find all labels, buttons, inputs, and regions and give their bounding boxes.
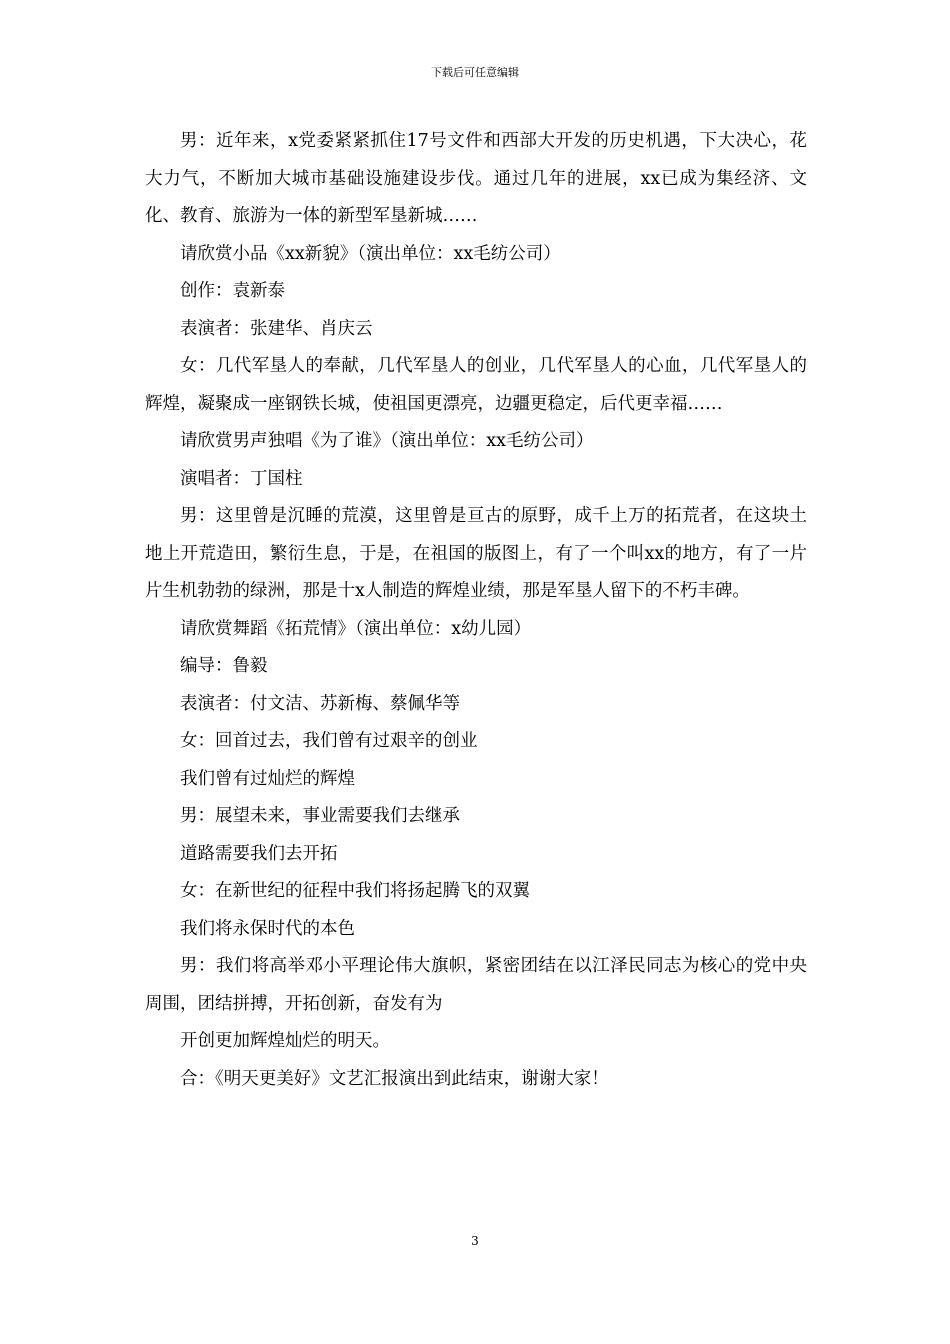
paragraph-closing: 合：《明天更美好》文艺汇报演出到此结束，谢谢大家！ bbox=[180, 1068, 609, 1089]
paragraph-era: 我们将永保时代的本色 bbox=[180, 918, 355, 939]
paragraph-female-dedication: 女：几代军垦人的奉献，几代军垦人的创业，几代军垦人的心血，几代军垦人的辉煌，凝聚成一座钢铁长城，使祖国更漂亮，边疆更稳定，后代更幸福…… bbox=[145, 356, 807, 414]
page-header: 下载后可任意编辑 bbox=[431, 66, 519, 79]
paragraph-sketch-title: 请欣赏小品《xx新貌》（演出单位：xx毛纺公司） bbox=[180, 243, 561, 264]
paragraph-male-intro: 男：近年来，x党委紧紧抓住17号文件和西部大开发的历史机遇，下大决心，花大力气，不断加大城市基础设施建设步伐。通过几年的进展，xx已成为集经济、文化、教育、旅游为一体的新型军垦新城…… bbox=[145, 131, 807, 226]
paragraph-female-look-back: 女：回首过去，我们曾有过艰辛的创业 bbox=[180, 731, 478, 751]
paragraph-dance-director: 编导：鲁毅 bbox=[180, 656, 268, 676]
paragraph-tomorrow: 开创更加辉煌灿烂的明天。 bbox=[180, 1031, 390, 1051]
paragraph-sketch-author: 创作：袁新泰 bbox=[180, 281, 285, 301]
paragraph-male-future: 男：展望未来，事业需要我们去继承 bbox=[180, 806, 460, 826]
paragraph-solo-singer: 演唱者：丁国柱 bbox=[180, 468, 303, 489]
document-body bbox=[145, 123, 807, 1098]
paragraph-sketch-performers: 表演者：张建华、肖庆云 bbox=[180, 318, 373, 339]
paragraph-dance-title: 请欣赏舞蹈《拓荒情》（演出单位：x幼儿园） bbox=[180, 618, 532, 639]
page-number: 3 bbox=[471, 1234, 479, 1248]
paragraph-male-banner: 男：我们将高举邓小平理论伟大旗帜，紧密团结在以江泽民同志为核心的党中央周围，团结拼搏，开拓创新，奋发有为 bbox=[145, 956, 807, 1014]
paragraph-brilliance: 我们曾有过灿烂的辉煌 bbox=[180, 768, 355, 789]
paragraph-road: 道路需要我们去开拓 bbox=[180, 843, 338, 864]
paragraph-female-new-century: 女：在新世纪的征程中我们将扬起腾飞的双翼 bbox=[180, 881, 530, 901]
paragraph-male-desert: 男：这里曾是沉睡的荒漠，这里曾是亘古的原野，成千上万的拓荒者，在这块土地上开荒造田，繁衍生息，于是，在祖国的版图上，有了一个叫xx的地方，有了一片片生机勃勃的绿洲，那是十x人制造的辉煌业绩，那是军垦人留下的不朽丰碑。 bbox=[145, 506, 807, 601]
paragraph-dance-performers: 表演者：付文洁、苏新梅、蔡佩华等 bbox=[180, 693, 460, 714]
paragraph-solo-title: 请欣赏男声独唱《为了谁》（演出单位：xx毛纺公司） bbox=[180, 431, 594, 451]
